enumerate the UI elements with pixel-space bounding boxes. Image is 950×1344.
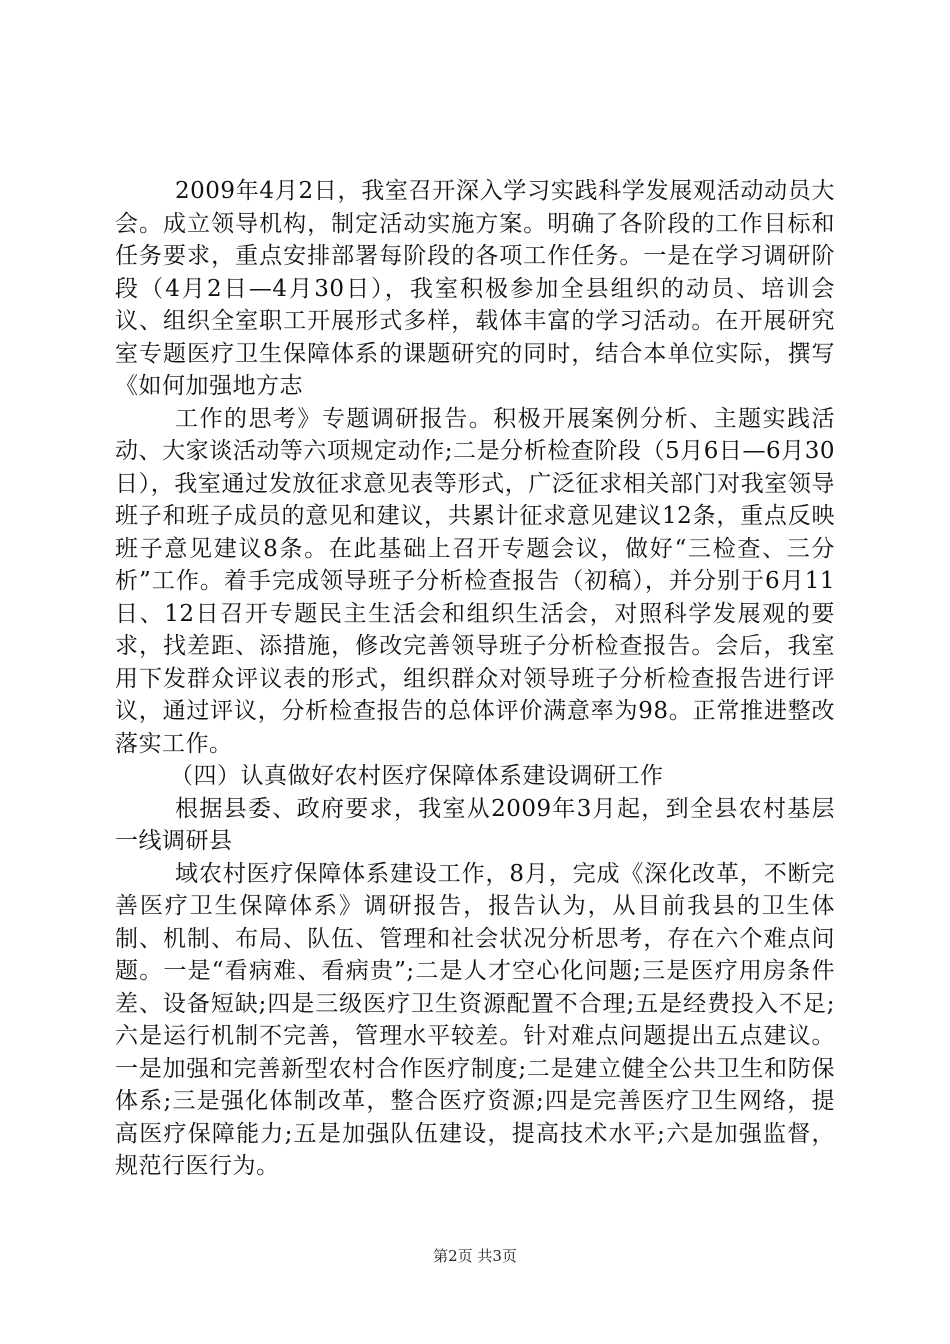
page-footer: 第2页 共3页 xyxy=(433,1247,517,1265)
paragraph-rural-research-report: 域农村医疗保障体系建设工作，8月，完成《深化改革，不断完善医疗卫生保障体系》调研报告，报告认为，从目前我县的卫生体制、机制、布局、队伍、管理和社会状况分析思考，存在六个难点问题。一是“看病难、看病贵”;二是人才空心化问题;三是医疗用房条件差、设备短缺;四是三级医疗卫生资源配置不合理;五是经费投入不足;六是运行机制不完善，管理水平较差。针对难点问题提出五点建议。一是加强和完善新型农村合作医疗制度;二是建立健全公共卫生和防保体系;三是强化体制改革，整合医疗资源;四是完善医疗卫生网络，提高医疗保障能力;五是加强队伍建设，提高技术水平;六是加强监督，规范行医行为。 xyxy=(115,860,835,1179)
paragraph-rural-research-intro: 根据县委、政府要求，我室从2009年3月起，到全县农村基层一线调研县 xyxy=(115,795,835,854)
document-body xyxy=(115,175,835,1183)
paragraph-analysis-stage: 工作的思考》专题调研报告。积极开展案例分析、主题实践活动、大家谈活动等六项规定动作;二是分析检查阶段（5月6日—6月30日），我室通过发放征求意见表等形式，广泛征求相关部门对我室领导班子和班子成员的意见和建议，共累计征求意见建议12条，重点反映班子意见建议8条。在此基础上召开专题会议，做好“三检查、三分析”工作。着手完成领导班子分析检查报告（初稿），并分别于6月11日、12日召开专题民主生活会和组织生活会，对照科学发展观的要求，找差距、添措施，修改完善领导班子分析检查报告。会后，我室用下发群众评议表的形式，组织群众对领导班子分析检查报告进行评议，通过评议，分析检查报告的总体评价满意率为98。正常推进整改落实工作。 xyxy=(115,405,835,757)
paragraph-activity-launch: 2009年4月2日，我室召开深入学习实践科学发展观活动动员大会。成立领导机构，制定活动实施方案。明确了各阶段的工作目标和任务要求，重点安排部署每阶段的各项工作任务。一是在学习调研阶段（4月2日—4月30日），我室积极参加全县组织的动员、培训会议、组织全室职工开展形式多样，载体丰富的学习活动。在开展研究室专题医疗卫生保障体系的课题研究的同时，结合本单位实际，撰写《如何加强地方志 xyxy=(115,178,835,399)
section-heading-four: （四）认真做好农村医疗保障体系建设调研工作 xyxy=(170,763,664,789)
